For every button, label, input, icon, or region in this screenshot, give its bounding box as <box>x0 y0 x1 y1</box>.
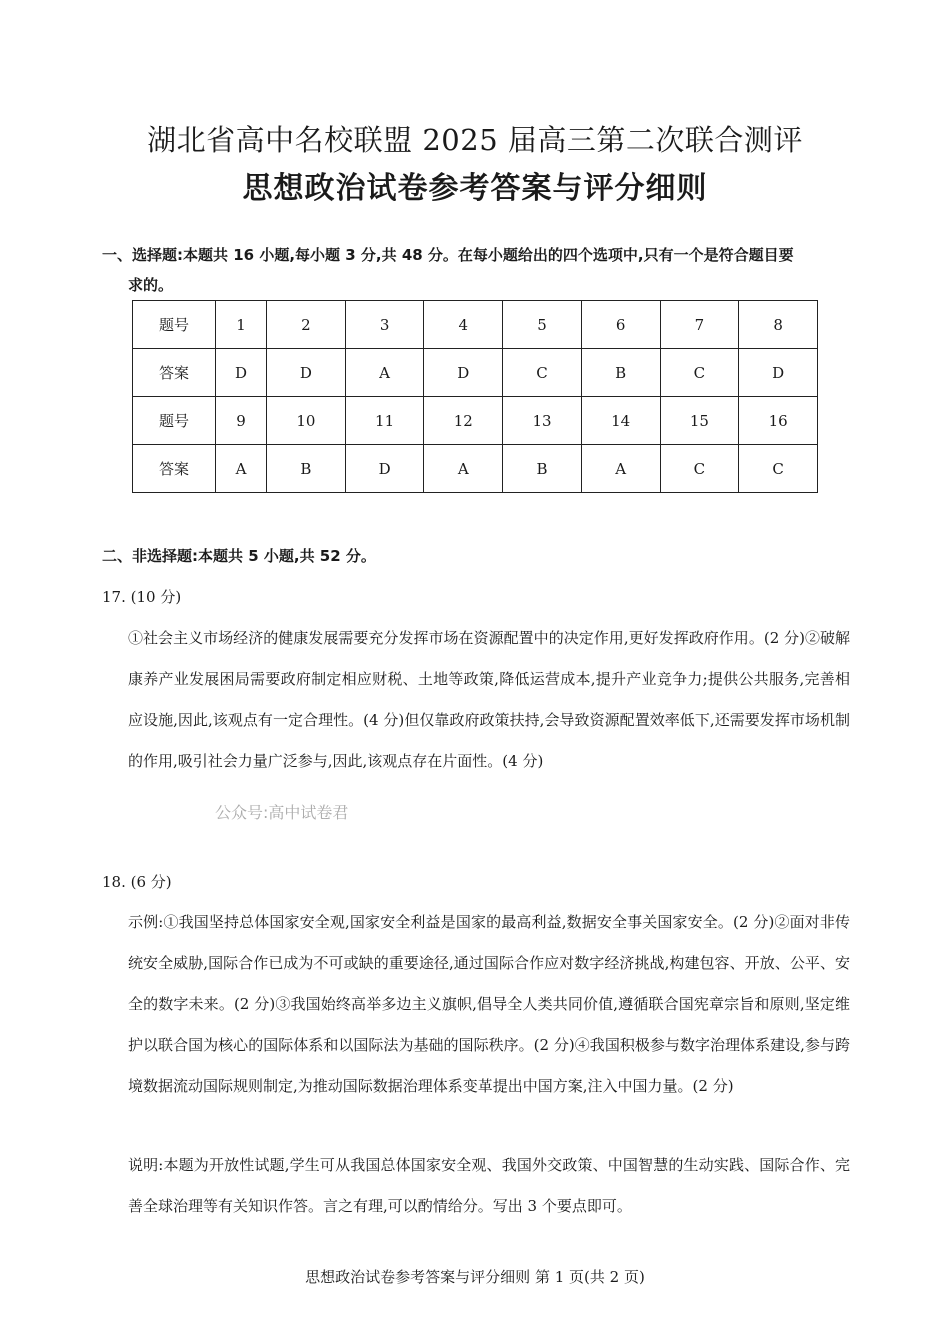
table-cell: D <box>216 349 267 397</box>
table-cell: 12 <box>424 397 503 445</box>
table-cell: 8 <box>739 301 818 349</box>
table-cell: C <box>660 445 739 493</box>
q17-answer: ①社会主义市场经济的健康发展需要充分发挥市场在资源配置中的决定作用,更好发挥政府作用。(2 分)②破解康养产业发展困局需要政府制定相应财税、土地等政策,降低运营成本,提升产业竞争力;提供公共服务,完善相应设施,因此,该观点有一定合理性。(4 分)但仅靠政府政策扶持,会导致资源配置效率低下,还需要发挥市场机制的作用,吸引社会力量广泛参与,因此,该观点存在片面性。(4 分) <box>128 629 850 770</box>
table-cell: B <box>503 445 582 493</box>
row-label: 答案 <box>133 445 216 493</box>
table-cell: 11 <box>345 397 424 445</box>
table-cell: 1 <box>216 301 267 349</box>
answer-table <box>132 300 818 493</box>
table-cell: A <box>424 445 503 493</box>
table-row <box>133 397 818 445</box>
page-footer: 思想政治试卷参考答案与评分细则 第 1 页(共 2 页) <box>305 1268 645 1286</box>
table-cell: 9 <box>216 397 267 445</box>
table-cell: C <box>503 349 582 397</box>
table-cell: 5 <box>503 301 582 349</box>
section1-heading-line2: 求的。 <box>128 276 174 294</box>
table-cell: 14 <box>581 397 660 445</box>
table-cell: 10 <box>267 397 346 445</box>
table-cell: A <box>345 349 424 397</box>
q17-number: 17. (10 分) <box>102 588 182 606</box>
table-cell: D <box>424 349 503 397</box>
section2-heading: 二、非选择题:本题共 5 小题,共 52 分。 <box>102 547 376 565</box>
section1-heading-line1: 一、选择题:本题共 16 小题,每小题 3 分,共 48 分。在每小题给出的四个选项中,只有一个是符合题目要 <box>102 246 794 264</box>
table-cell: B <box>581 349 660 397</box>
table-cell: 3 <box>345 301 424 349</box>
page-title: 湖北省高中名校联盟 2025 届高三第二次联合测评 <box>147 123 803 157</box>
table-cell: A <box>216 445 267 493</box>
table-cell: 7 <box>660 301 739 349</box>
q18-answer: 示例:①我国坚持总体国家安全观,国家安全利益是国家的最高利益,数据安全事关国家安全。(2 分)②面对非传统安全威胁,国际合作已成为不可或缺的重要途径,通过国际合作应对数字经济挑战,构建包容、开放、公平、安全的数字未来。(2 分)③我国始终高举多边主义旗帜,倡导全人类共同价值,遵循联合国宪章宗旨和原则,坚定维护以联合国为核心的国际体系和以国际法为基础的国际秩序。(2 分)④我国积极参与数字治理体系建设,参与跨境数据流动国际规则制定,为推动国际数据治理体系变革提出中国方案,注入中国力量。(2 分) <box>128 913 850 1095</box>
row-label: 答案 <box>133 349 216 397</box>
table-row <box>133 349 818 397</box>
q18-note: 说明:本题为开放性试题,学生可从我国总体国家安全观、我国外交政策、中国智慧的生动实践、国际合作、完善全球治理等有关知识作答。言之有理,可以酌情给分。写出 3 个要点即可。 <box>128 1156 850 1215</box>
table-cell: C <box>739 445 818 493</box>
table-row <box>133 301 818 349</box>
table-cell: A <box>581 445 660 493</box>
row-label: 题号 <box>133 397 216 445</box>
table-cell: D <box>739 349 818 397</box>
table-row <box>133 445 818 493</box>
table-cell: 6 <box>581 301 660 349</box>
watermark-text: 公众号:高中试卷君 <box>215 803 349 822</box>
section1-heading <box>102 240 852 300</box>
q18-number: 18. (6 分) <box>102 873 172 891</box>
table-cell: D <box>345 445 424 493</box>
page-subtitle: 思想政治试卷参考答案与评分细则 <box>242 171 708 206</box>
table-cell: 4 <box>424 301 503 349</box>
table-cell: 16 <box>739 397 818 445</box>
table-cell: B <box>267 445 346 493</box>
row-label: 题号 <box>133 301 216 349</box>
table-cell: D <box>267 349 346 397</box>
table-cell: C <box>660 349 739 397</box>
table-cell: 2 <box>267 301 346 349</box>
table-cell: 13 <box>503 397 582 445</box>
table-cell: 15 <box>660 397 739 445</box>
